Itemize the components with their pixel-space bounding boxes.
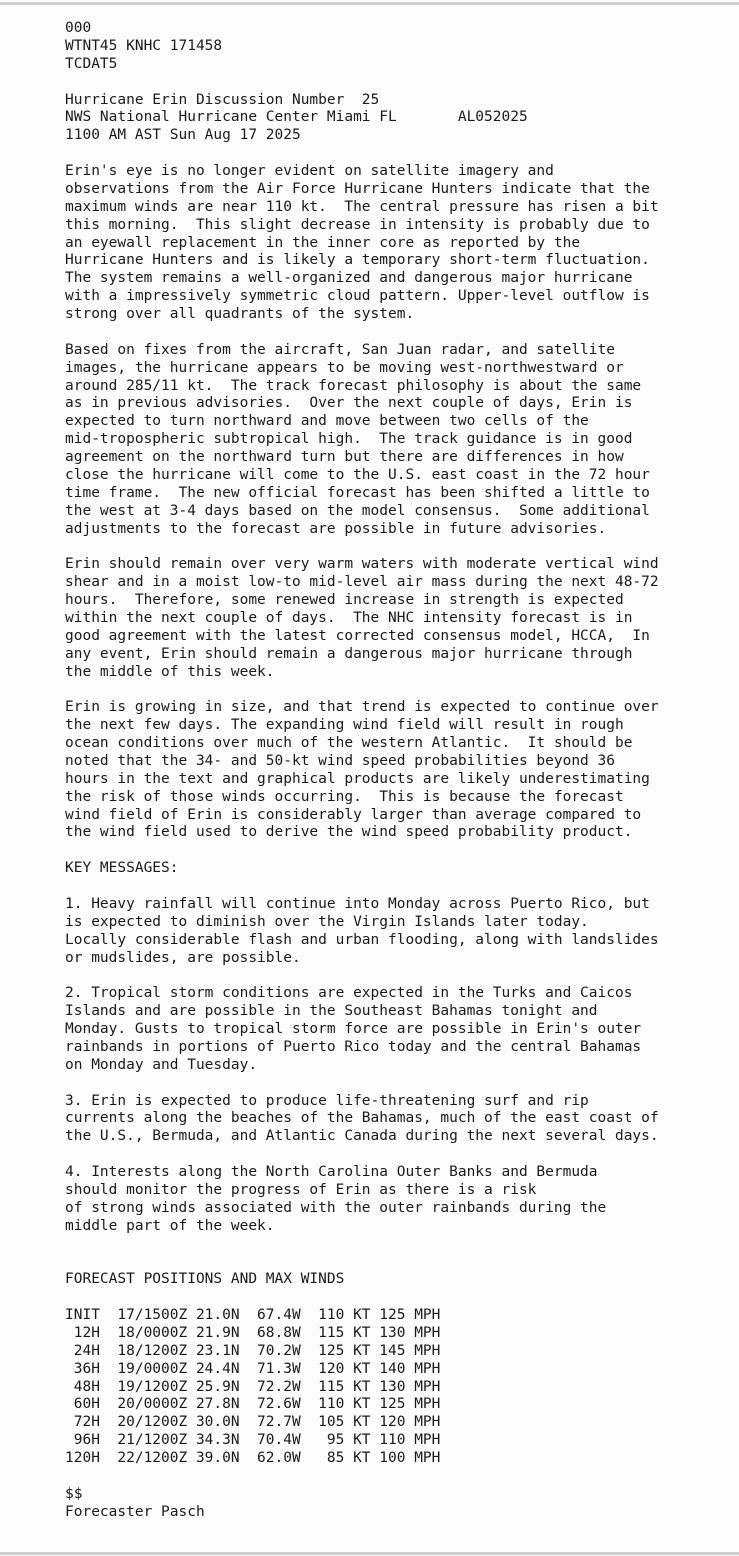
text-line: the U.S., Bermuda, and Atlantic Canada during the next several days. xyxy=(65,1128,659,1145)
text-line: strong over all quadrants of the system. xyxy=(65,306,415,322)
text-line: 60H 20/0000Z 27.8N 72.6W 110 KT 125 MPH xyxy=(65,1396,441,1413)
text-line: ocean conditions over much of the western Atlantic. It should be xyxy=(65,735,633,751)
text-line: agreement on the northward turn but there are differences in how xyxy=(65,449,624,465)
text-line: rainbands in portions of Puerto Rico today and the central Bahamas xyxy=(65,1038,642,1055)
text-line: NWS National Hurricane Center Miami FL AL052025 xyxy=(65,109,528,126)
text-line: or mudslides, are possible. xyxy=(65,949,301,966)
text-line: on Monday and Tuesday. xyxy=(65,1056,258,1073)
text-line: within the next couple of days. The NHC intensity forecast is in xyxy=(65,609,633,626)
text-line: 3. Erin is expected to produce life-threatening surf and rip xyxy=(65,1092,589,1109)
text-line: 1100 AM AST Sun Aug 17 2025 xyxy=(65,127,301,144)
text-line: middle part of the week. xyxy=(65,1217,275,1234)
text-line: 96H 21/1200Z 34.3N 70.4W 95 KT 110 MPH xyxy=(65,1432,441,1449)
text-line: of strong winds associated with the outer rainbands during the xyxy=(65,1199,607,1216)
text-line: Monday. Gusts to tropical storm force are possible in Erin's outer xyxy=(65,1021,642,1037)
text-line: 120H 22/1200Z 39.0N 62.0W 85 KT 100 MPH xyxy=(65,1450,441,1466)
text-line: Locally considerable flash and urban flooding, along with landslides xyxy=(65,931,659,948)
text-line: should monitor the progress of Erin as there is a risk xyxy=(65,1181,537,1198)
text-line: the risk of those winds occurring. This is because the forecast xyxy=(65,788,624,805)
text-line: Hurricane Hunters and is likely a temporary short-term fluctuation. xyxy=(65,252,650,269)
text-line: KEY MESSAGES: xyxy=(65,860,179,877)
text-line: the wind field used to derive the wind speed probability product. xyxy=(65,824,633,841)
text-line: as in previous advisories. Over the next couple of days, Erin is xyxy=(65,395,633,412)
text-line: currents along the beaches of the Bahamas, much of the east coast of xyxy=(65,1110,659,1127)
text-line: hours. Therefore, some renewed increase in strength is expected xyxy=(65,592,624,608)
text-line: WTNT45 KNHC 171458 xyxy=(65,37,223,54)
text-line: an eyewall replacement in the inner core as reported by the xyxy=(65,234,581,251)
text-line: Erin's eye is no longer evident on satellite imagery and xyxy=(65,163,554,179)
text-line: noted that the 34- and 50-kt wind speed probabilities beyond 36 xyxy=(65,752,615,769)
text-line: Based on fixes from the aircraft, San Juan radar, and satellite xyxy=(65,341,615,358)
text-line: maximum winds are near 110 kt. The central pressure has risen a bit xyxy=(65,198,659,215)
text-line: 36H 19/0000Z 24.4N 71.3W 120 KT 140 MPH xyxy=(65,1360,441,1377)
text-line: around 285/11 kt. The track forecast philosophy is about the same xyxy=(65,377,642,394)
text-line: the west at 3-4 days based on the model consensus. Some additional xyxy=(65,502,650,519)
text-line: with a impressively symmetric cloud pattern. Upper-level outflow is xyxy=(65,288,650,305)
text-line: 1. Heavy rainfall will continue into Monday across Puerto Rico, but xyxy=(65,895,650,912)
text-line: images, the hurricane appears to be moving west-northwestward or xyxy=(65,359,624,376)
text-line: The system remains a well-organized and dangerous major hurricane xyxy=(65,270,633,287)
text-line: good agreement with the latest corrected consensus model, HCCA, In xyxy=(65,627,650,644)
text-line: adjustments to the forecast are possible in future advisories. xyxy=(65,520,607,537)
text-line: $$ xyxy=(65,1485,83,1502)
text-line: expected to turn northward and move between two cells of the xyxy=(65,413,589,430)
text-line: 48H 19/1200Z 25.9N 72.2W 115 KT 130 MPH xyxy=(65,1378,441,1395)
text-line: is expected to diminish over the Virgin Islands later today. xyxy=(65,913,589,930)
text-line: this morning. This slight decrease in intensity is probably due to xyxy=(65,216,650,233)
text-line: the middle of this week. xyxy=(65,663,275,680)
text-line: shear and in a moist low-to mid-level air mass during the next 48-72 xyxy=(65,574,659,591)
text-line: 000 xyxy=(65,20,92,36)
text-line: Hurricane Erin Discussion Number 25 xyxy=(65,91,380,108)
text-line: Islands and are possible in the Southeast Bahamas tonight and xyxy=(65,1003,598,1020)
bottom-divider xyxy=(0,1552,739,1555)
text-line: Erin should remain over very warm waters with moderate vertical wind xyxy=(65,556,659,573)
text-line: time frame. The new official forecast has been shifted a little to xyxy=(65,484,650,501)
text-line: FORECAST POSITIONS AND MAX WINDS xyxy=(65,1271,345,1288)
text-line: wind field of Erin is considerably larger than average compared to xyxy=(65,806,642,823)
text-line: any event, Erin should remain a dangerous major hurricane through xyxy=(65,645,633,662)
text-line: close the hurricane will come to the U.S. east coast in the 72 hour xyxy=(65,466,650,483)
text-line: 4. Interests along the North Carolina Outer Banks and Bermuda xyxy=(65,1164,598,1180)
text-line: 72H 20/1200Z 30.0N 72.7W 105 KT 120 MPH xyxy=(65,1414,441,1431)
text-line: Erin is growing in size, and that trend is expected to continue over xyxy=(65,699,659,716)
discussion-text xyxy=(65,20,659,1522)
text-line: Forecaster Pasch xyxy=(65,1503,205,1520)
text-line: INIT 17/1500Z 21.0N 67.4W 110 KT 125 MPH xyxy=(65,1307,441,1323)
text-line: 24H 18/1200Z 23.1N 70.2W 125 KT 145 MPH xyxy=(65,1342,441,1359)
text-line: hours in the text and graphical products are likely underestimating xyxy=(65,770,650,787)
text-line: 2. Tropical storm conditions are expected in the Turks and Caicos xyxy=(65,985,633,1002)
text-line: observations from the Air Force Hurricane Hunters indicate that the xyxy=(65,180,650,197)
text-line: the next few days. The expanding wind field will result in rough xyxy=(65,717,624,734)
text-line: 12H 18/0000Z 21.9N 68.8W 115 KT 130 MPH xyxy=(65,1324,441,1341)
text-line: TCDAT5 xyxy=(65,55,118,72)
text-line: mid-tropospheric subtropical high. The track guidance is in good xyxy=(65,431,633,448)
top-divider xyxy=(0,2,739,5)
